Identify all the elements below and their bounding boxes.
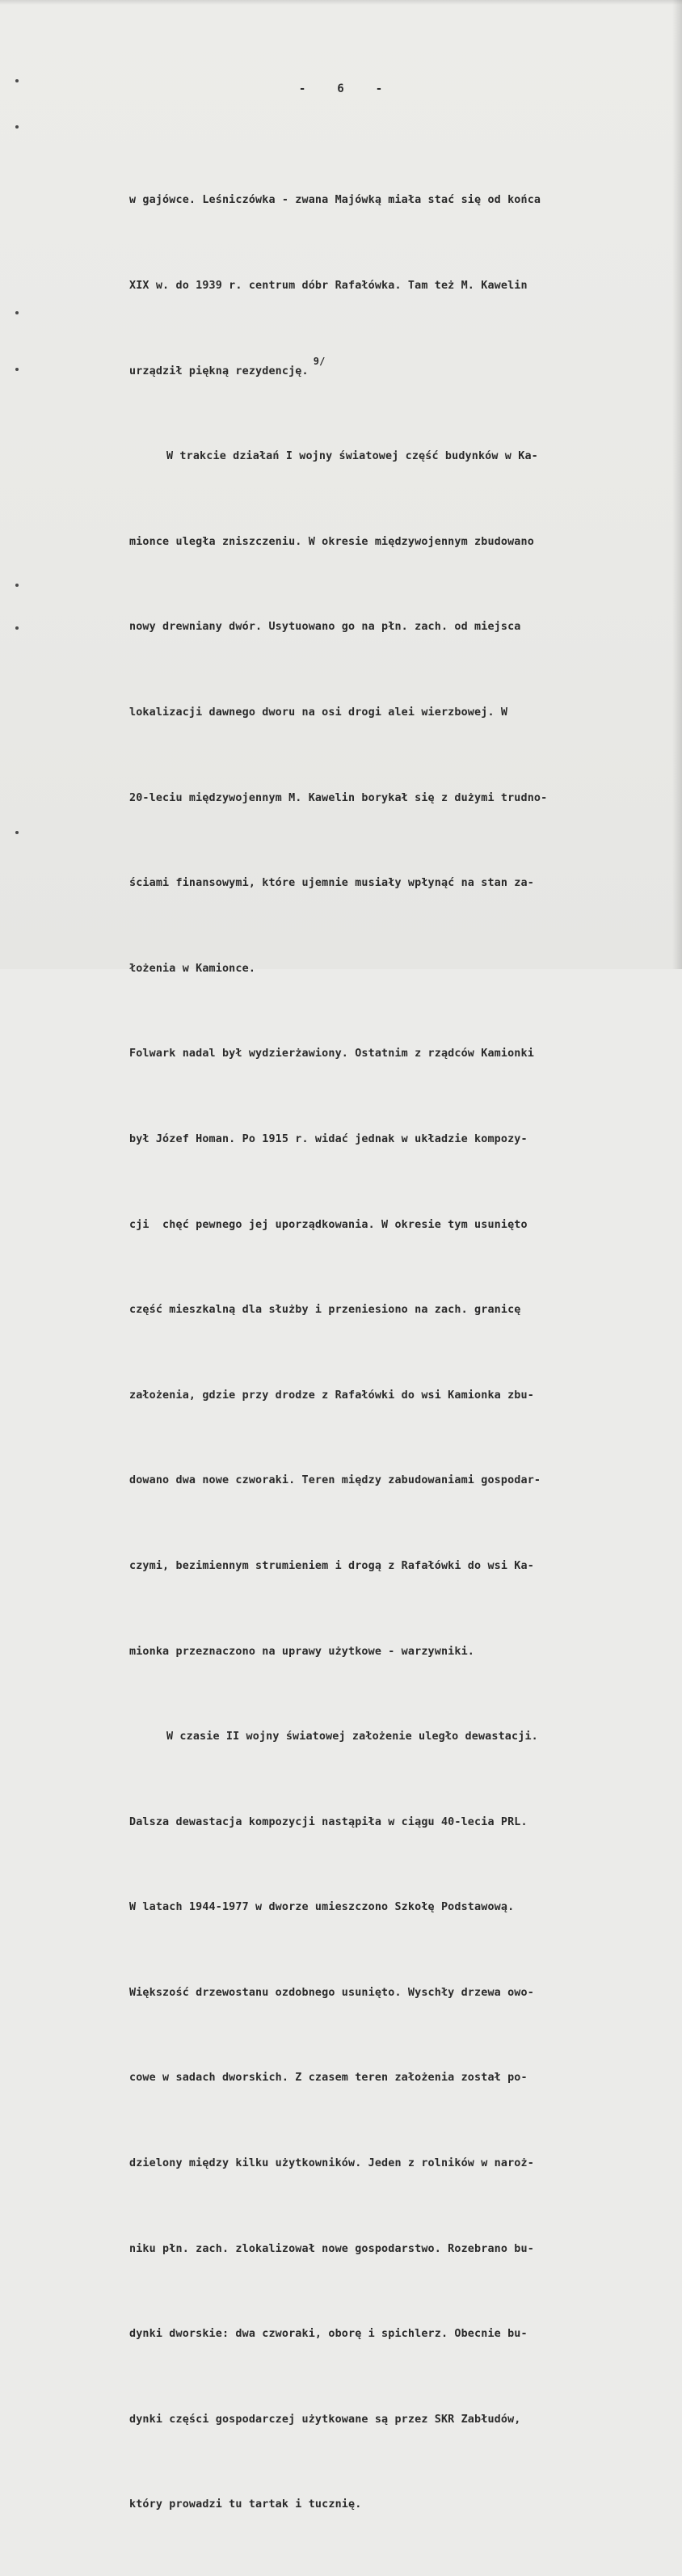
- binding-hole-mark: [15, 831, 19, 834]
- text-line: dzielony między kilku użytkowników. Jeden z rolników w naroż-: [129, 2157, 534, 2170]
- text-line: w gajówce. Leśniczówka - zwana Majówką miała stać się od końca: [129, 194, 541, 207]
- page-right-edge: [672, 0, 682, 969]
- page-number-dash-left: -: [298, 82, 307, 95]
- text-line: był Józef Homan. Po 1915 r. widać jednak w układzie kompozy-: [129, 1132, 528, 1145]
- text-line: dynki części gospodarczej użytkowane są przez SKR Zabłudów,: [129, 2413, 521, 2426]
- text-line: W czasie II wojny światowej założenie uległo dewastacji.: [166, 1731, 538, 1743]
- text-line: dowano dwa nowe czworaki. Teren między zabudowaniami gospodar-: [129, 1474, 541, 1487]
- text-line: Folwark nadal był wydzierżawiony. Ostatnim z rządców Kamionki: [129, 1048, 534, 1060]
- binding-hole-mark: [15, 584, 19, 587]
- page-number-value: 6: [337, 82, 345, 95]
- text-line: założenia, gdzie przy drodze z Rafałówki do wsi Kamionka zbu-: [129, 1389, 534, 1402]
- binding-hole-mark: [15, 311, 19, 314]
- text-line-with-footnote: [129, 357, 671, 386]
- text-line: nowy drewniany dwór. Usytuowano go na płn. zach. od miejsca: [129, 621, 521, 634]
- text-line: ściami finansowymi, które ujemnie musiały wpłynąć na stan za-: [129, 877, 534, 890]
- text-line: mionka przeznaczono na uprawy użytkowe - warzywniki.: [129, 1645, 475, 1658]
- text-line: dynki dworskie: dwa czworaki, oborę i spichlerz. Obecnie bu-: [129, 2328, 528, 2341]
- typewritten-body-text: [129, 129, 671, 2576]
- binding-hole-mark: [15, 368, 19, 371]
- text-line: cji chęć pewnego jej uporządkowania. W okresie tym usunięto: [129, 1218, 528, 1231]
- page-number: [0, 82, 682, 95]
- page-number-dash-right: -: [375, 82, 384, 95]
- text-line: łożenia w Kamionce.: [129, 962, 256, 975]
- footnote-reference: 9/: [313, 355, 326, 367]
- text-line: Większość drzewostanu ozdobnego usunięto. Wyschły drzewa owo-: [129, 1986, 534, 1999]
- text-line: XIX w. do 1939 r. centrum dóbr Rafałówka. Tam też M. Kawelin: [129, 280, 528, 292]
- text-line: niku płn. zach. zlokalizował nowe gospodarstwo. Rozebrano bu-: [129, 2242, 534, 2255]
- binding-hole-mark: [15, 626, 19, 630]
- text-line: 20-leciu międzywojennym M. Kawelin borykał się z dużymi trudno-: [129, 791, 548, 804]
- text-line: czymi, bezimiennym strumieniem i drogą z Rafałówki do wsi Ka-: [129, 1559, 534, 1572]
- text-line: lokalizacji dawnego dworu na osi drogi alei wierzbowej. W: [129, 706, 508, 719]
- text-line: Dalsza dewastacja kompozycji nastąpiła w ciągu 40-lecia PRL.: [129, 1815, 528, 1828]
- text-line: W latach 1944-1977 w dworze umieszczono Szkołę Podstawową.: [129, 1901, 515, 1914]
- text-line: urządził piękną rezydencję.: [129, 365, 309, 377]
- text-line: który prowadzi tu tartak i tucznię.: [129, 2498, 362, 2511]
- text-line: część mieszkalną dla służby i przeniesiono na zach. granicę: [129, 1304, 521, 1317]
- text-line: cowe w sadach dworskich. Z czasem teren założenia został po-: [129, 2072, 528, 2085]
- text-line: W trakcie działań I wojny światowej część budynków w Ka-: [166, 450, 538, 463]
- binding-hole-mark: [15, 125, 19, 129]
- text-line: mionce uległa zniszczeniu. W okresie międzywojennym zbudowano: [129, 535, 534, 548]
- page-top-edge: [0, 0, 682, 5]
